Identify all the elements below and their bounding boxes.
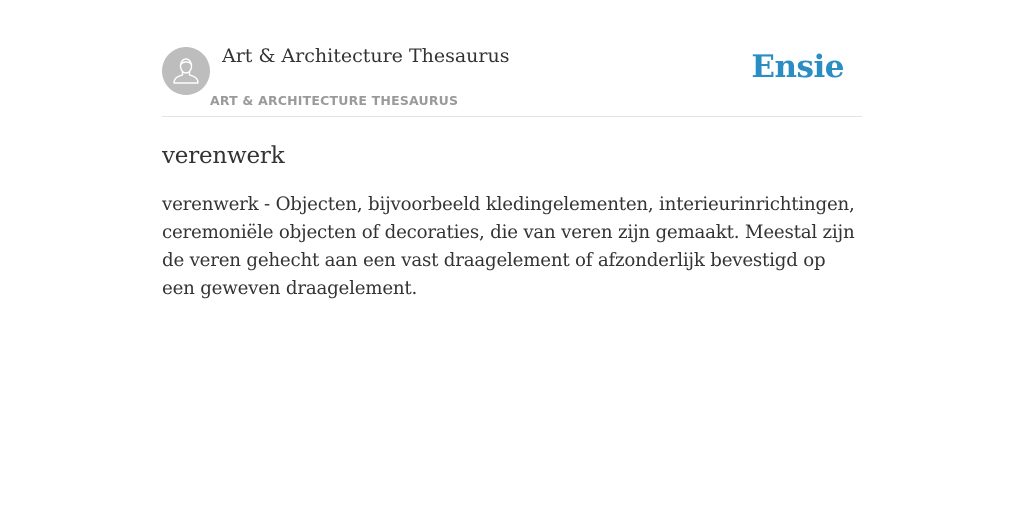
entry-definition: verenwerk - Objecten, bijvoorbeeld kledingelementen, interieurinrichtingen, ceremoniële objecten of decoraties, die van veren zijn gemaakt. Meestal zijn de veren gehecht aan een vast draagelement of afzonderlijk bevestigd op een geweven draagelement. [162,194,855,299]
page-container [162,0,862,303]
user-icon [162,47,210,95]
page-header [162,0,862,117]
brand-logo[interactable]: Ensie [751,49,844,85]
author-subtitle: ART & ARCHITECTURE THESAURUS [210,93,459,108]
entry-term: verenwerk [162,143,285,169]
author-avatar[interactable] [162,47,210,95]
author-name[interactable]: Art & Architecture Thesaurus [222,45,510,67]
